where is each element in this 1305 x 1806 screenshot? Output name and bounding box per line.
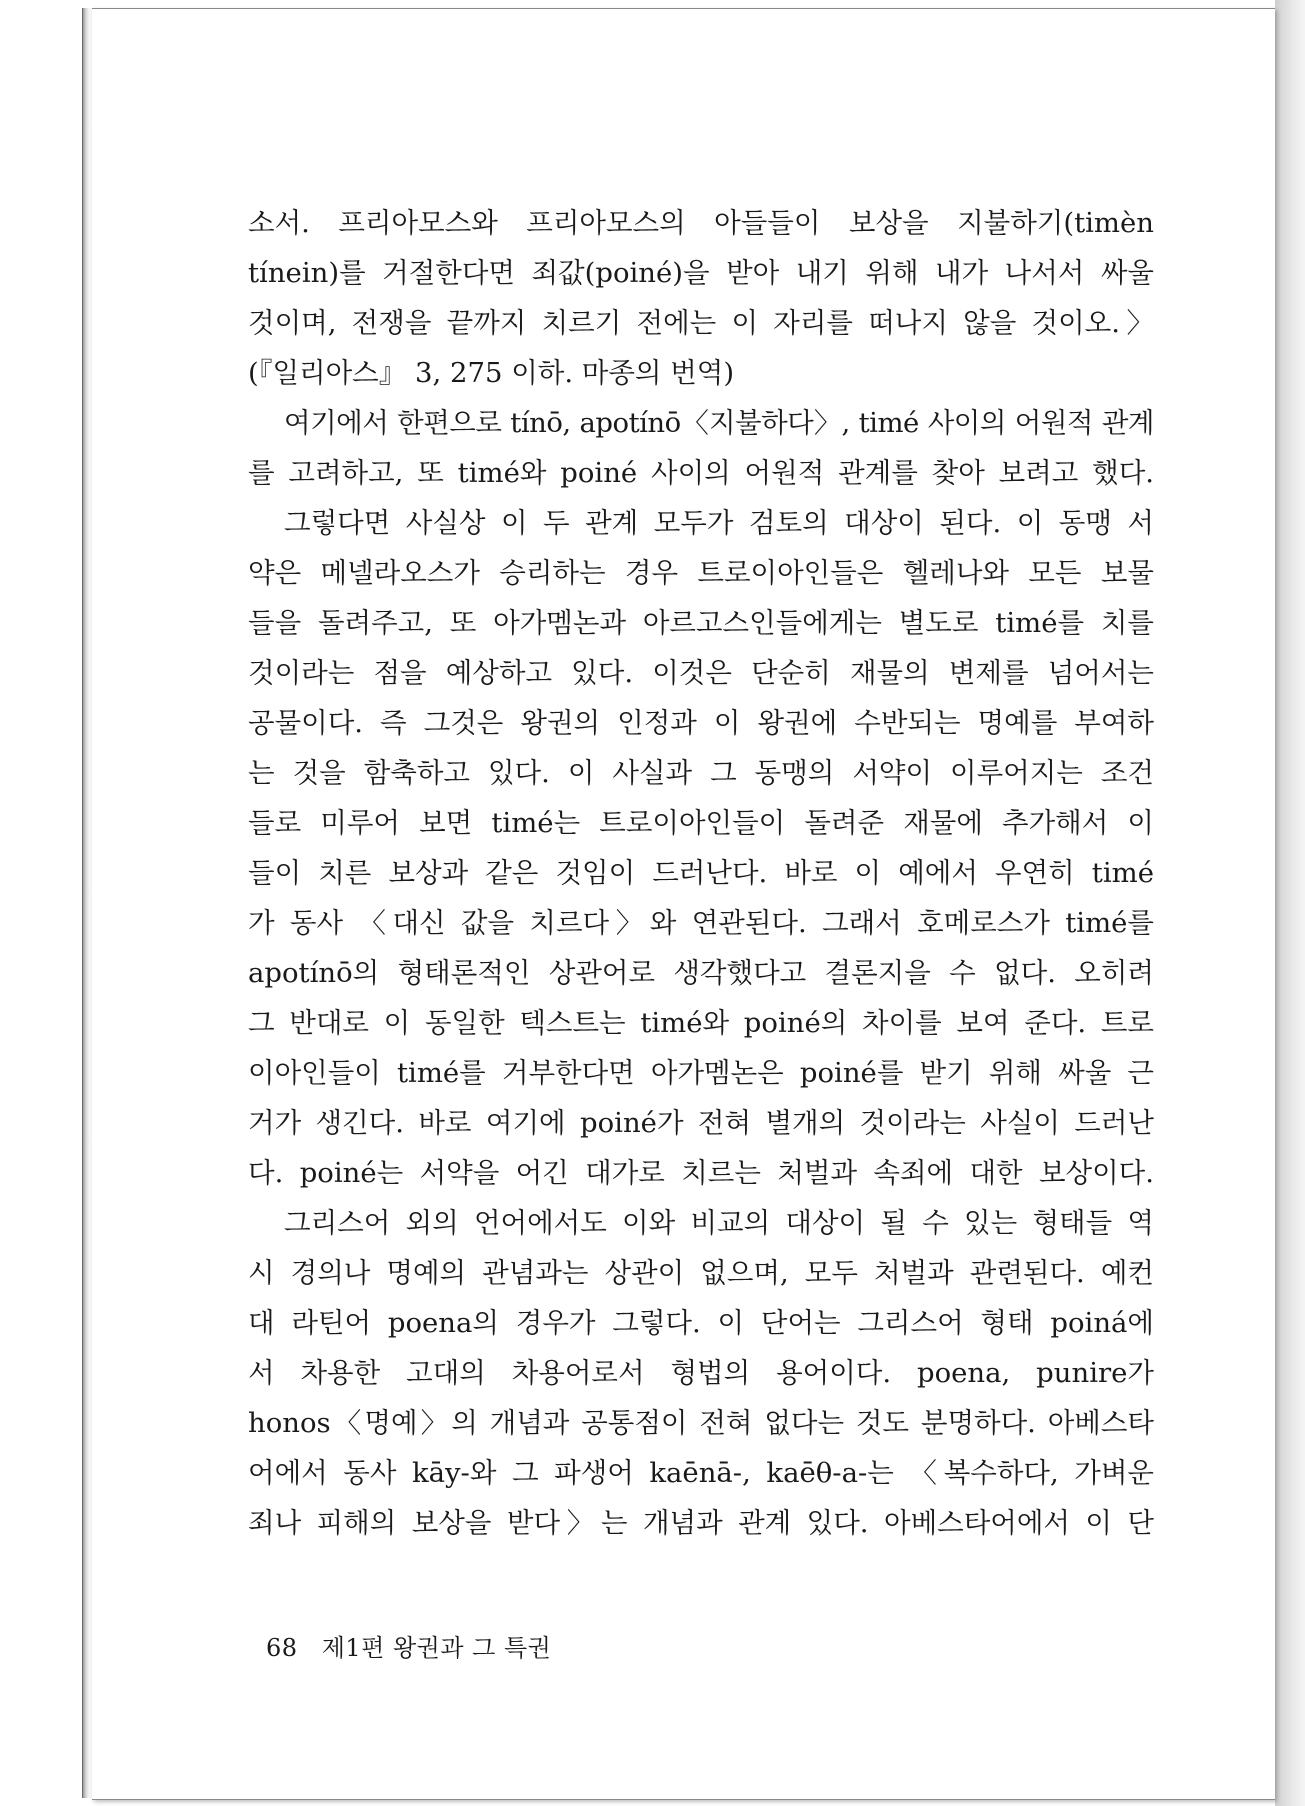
text-line: 죄나 피해의 보상을 받다〉는 개념과 관계 있다. 아베스타어에서 이 단: [248, 1507, 1154, 1539]
text-line: 서 차용한 고대의 차용어로서 형법의 용어이다. poena, punire가: [248, 1357, 1154, 1389]
text-line: 거가 생긴다. 바로 여기에 poiné가 전혀 별개의 것이라는 사실이 드러난: [248, 1107, 1154, 1139]
text-line: 시 경의나 명예의 관념과는 상관이 없으며, 모두 처벌과 관련된다. 예컨: [248, 1257, 1154, 1289]
text-line: 는 것을 함축하고 있다. 이 사실과 그 동맹의 서약이 이루어지는 조건: [248, 757, 1154, 789]
text-line: 들이 치른 보상과 같은 것임이 드러난다. 바로 이 예에서 우연히 timé: [248, 857, 1154, 889]
text-line: 어에서 동사 kāy-와 그 파생어 kaēnā-, kaēθ-a-는 〈복수하다, 가벼운: [248, 1457, 1154, 1489]
running-title: 제1편 왕권과 그 특권: [321, 1634, 552, 1662]
paragraph-start: 그렇다면 사실상 이 두 관계 모두가 검토의 대상이 된다. 이 동맹 서: [284, 507, 1154, 539]
text-line: apotínō의 형태론적인 상관어로 생각했다고 결론지을 수 없다. 오히려: [248, 957, 1154, 989]
paragraph-start: 여기에서 한편으로 tínō, apotínō〈지불하다〉, timé 사이의 어원적 관계: [284, 407, 1154, 439]
text-line: 들을 돌려주고, 또 아가멤논과 아르고스인들에게는 별도로 timé를 치를: [248, 607, 1154, 639]
scan-gutter: [1275, 0, 1305, 1806]
text-line: 것이라는 점을 예상하고 있다. 이것은 단순히 재물의 변제를 넘어서는: [248, 657, 1154, 689]
text-line: 가 동사 〈대신 값을 치르다〉와 연관된다. 그래서 호메로스가 timé를: [248, 907, 1154, 939]
text-line: 를 고려하고, 또 timé와 poiné 사이의 어원적 관계를 찾아 보려고 했다.: [248, 457, 1154, 489]
text-line: tínein)를 거절한다면 죄값(poiné)을 받아 내기 위해 내가 나서서 싸울: [248, 257, 1154, 289]
text-line: 들로 미루어 보면 timé는 트로이아인들이 돌려준 재물에 추가해서 이: [248, 807, 1154, 839]
text-line: 약은 메넬라오스가 승리하는 경우 트로이아인들은 헬레나와 모든 보물: [248, 557, 1154, 589]
text-line: 공물이다. 즉 그것은 왕권의 인정과 이 왕권에 수반되는 명예를 부여하: [248, 707, 1154, 739]
text-line: 소서. 프리아모스와 프리아모스의 아들들이 보상을 지불하기(timèn: [248, 207, 1154, 239]
text-line: honos〈명예〉의 개념과 공통점이 전혀 없다는 것도 분명하다. 아베스타: [248, 1407, 1154, 1439]
text-line: 다. poiné는 서약을 어긴 대가로 치르는 처벌과 속죄에 대한 보상이다.: [248, 1157, 1154, 1189]
page-number: 68: [266, 1634, 298, 1662]
text-line: (『일리아스』 3, 275 이하. 마종의 번역): [248, 357, 735, 389]
text-line: 것이며, 전쟁을 끝까지 치르기 전에는 이 자리를 떠나지 않을 것이오.〉: [248, 307, 1154, 339]
text-line: 그 반대로 이 동일한 텍스트는 timé와 poiné의 차이를 보여 준다. 트로: [248, 1007, 1154, 1039]
text-line: 대 라틴어 poena의 경우가 그렇다. 이 단어는 그리스어 형태 poiná에: [248, 1307, 1154, 1339]
paragraph-start: 그리스어 외의 언어에서도 이와 비교의 대상이 될 수 있는 형태들 역: [284, 1207, 1154, 1239]
page-footer: [266, 1628, 551, 1663]
body-text: [248, 198, 1154, 1548]
text-line: 이아인들이 timé를 거부한다면 아가멤논은 poiné를 받기 위해 싸울 근: [248, 1057, 1154, 1089]
